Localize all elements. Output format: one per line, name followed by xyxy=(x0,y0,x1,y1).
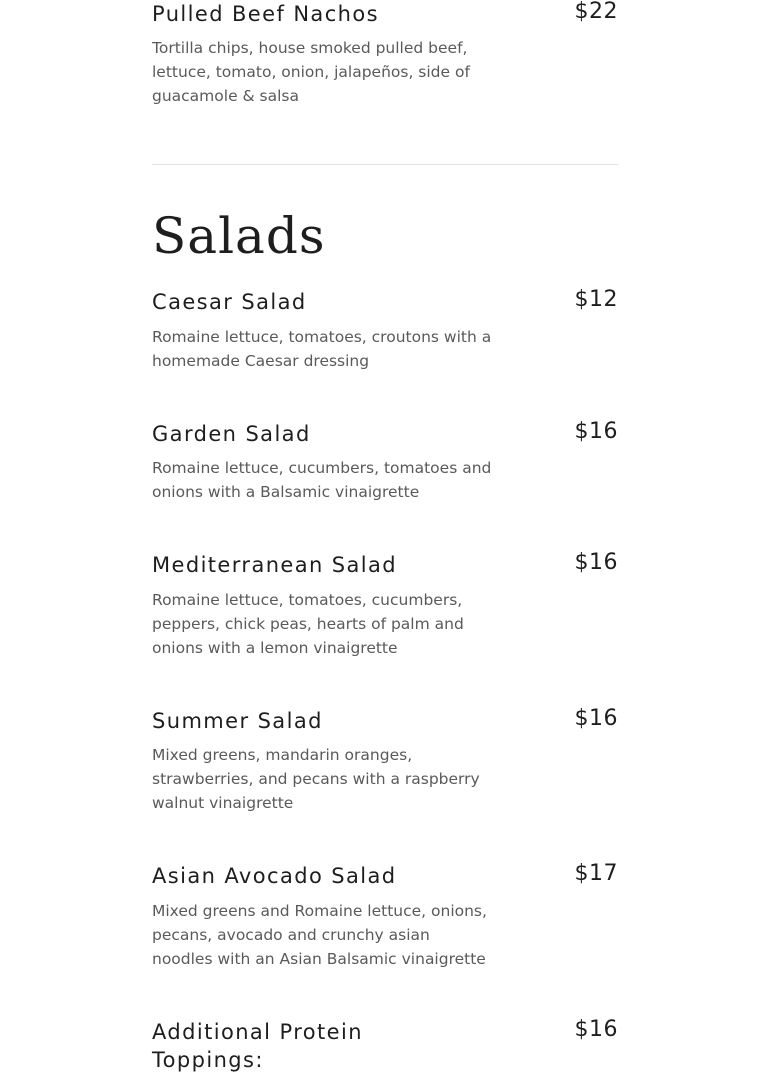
item-name: Garden Salad xyxy=(152,422,311,446)
item-name: Mediterranean Salad xyxy=(152,553,398,577)
item-name: Caesar Salad xyxy=(152,290,307,314)
item-description: Mixed greens, mandarin oranges, strawberries, and pecans with a raspberry walnut vinaigrette xyxy=(152,746,480,812)
item-price: $16 xyxy=(574,706,618,731)
item-name: Pulled Beef Nachos xyxy=(152,2,379,26)
section-divider xyxy=(152,164,618,165)
item-price: $17 xyxy=(574,861,618,886)
item-description: Romaine lettuce, tomatoes, cucumbers, peppers, chick peas, hearts of palm and onions with a lemon vinaigrette xyxy=(152,591,464,657)
item-description: Tortilla chips, house smoked pulled beef, lettuce, tomato, onion, jalapeños, side of guacamole & salsa xyxy=(152,39,470,105)
item-price: $22 xyxy=(574,0,618,24)
item-price: $16 xyxy=(574,550,618,575)
item-description: Mixed greens and Romaine lettuce, onions, pecans, avocado and crunchy asian noodles with an Asian Balsamic vinaigrette xyxy=(152,902,487,968)
item-name: Asian Avocado Salad xyxy=(152,864,397,888)
item-description: Romaine lettuce, cucumbers, tomatoes and onions with a Balsamic vinaigrette xyxy=(152,459,492,501)
item-price: $16 xyxy=(574,1017,618,1042)
section-title: Salads xyxy=(152,207,326,265)
item-price: $12 xyxy=(574,287,618,312)
item-name: Summer Salad xyxy=(152,709,323,733)
item-description: Romaine lettuce, tomatoes, croutons with a homemade Caesar dressing xyxy=(152,328,492,370)
item-name: Additional Protein Toppings: xyxy=(152,1020,363,1072)
item-price: $16 xyxy=(574,419,618,444)
